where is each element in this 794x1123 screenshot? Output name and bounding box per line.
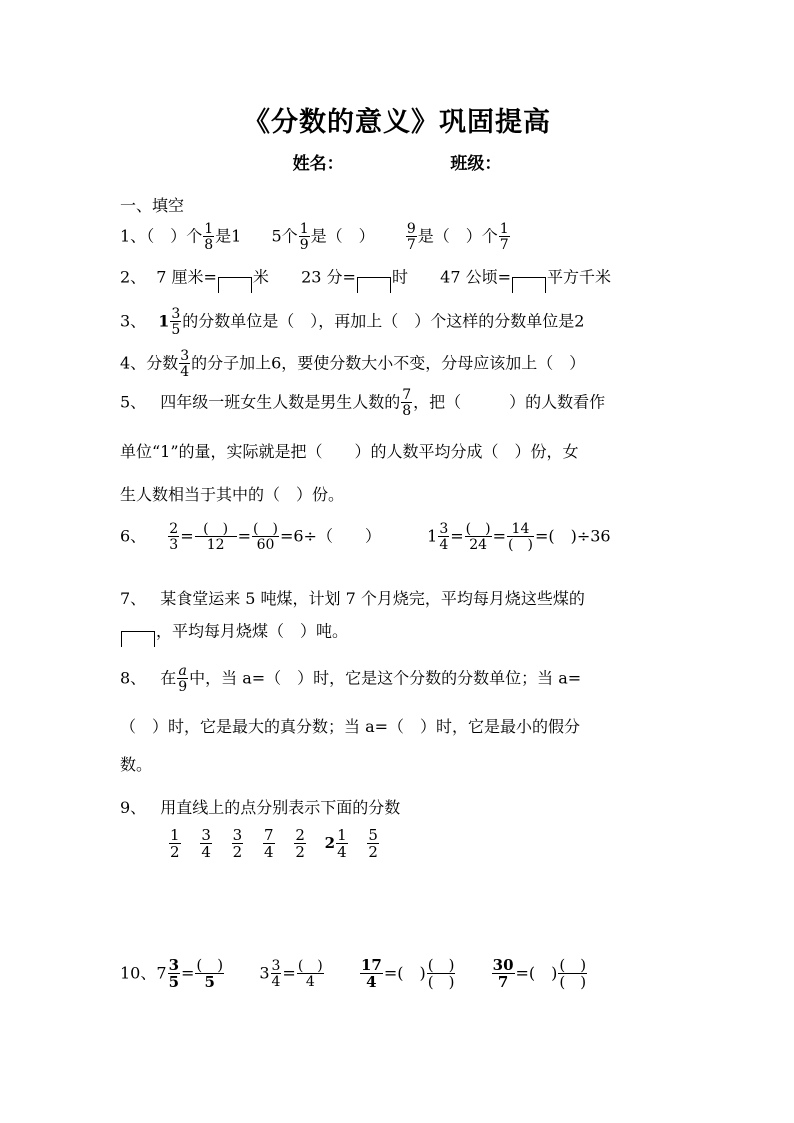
- question-7: 7、 某食堂运来 5 吨煤，计划 7 个月烧完，平均每月烧这些煤的: [120, 589, 585, 608]
- section-heading: 一、填空: [120, 196, 185, 215]
- class-label: 班级：: [450, 154, 502, 174]
- fraction: $\frac{30}{7}$: [492, 956, 514, 991]
- question-6: 6、 $\frac{2}{3}$ = $\frac{( )}{12}$ = $\frac{( )}{60}$ =6÷（ ） 1 $\frac{3}{4}$ = $\frac{( )}{24}$ = $\frac{14}{( )}$ =( )÷36: [120, 521, 611, 553]
- name-label: 姓名：: [292, 154, 344, 174]
- page-title: 《分数的意义》巩固提高: [243, 107, 551, 138]
- question-2: 2、 7 厘米= 米 23 分= 时 47 公顷= 平方千米: [120, 263, 611, 293]
- question-9: 9、 用直线上的点分别表示下面的分数: [120, 798, 401, 817]
- question-1: 1、（ ）个 $\frac{1}{8}$ 是1 5个 $\frac{1}{9}$ 是（ ） $\frac{9}{7}$ 是（ ）个 $\frac{1}{7}$: [120, 221, 509, 253]
- fraction: $\frac{3}{5}$: [171, 306, 181, 338]
- blank-fraction[interactable]: [512, 263, 546, 293]
- fraction-list: $\frac{1}{2}$ $\frac{3}{4}$ $\frac{3}{2}$ $\frac{7}{4}$ $\frac{2}{2}$ 2 $\frac{1}{4}$ $\frac{5}{2}$: [170, 826, 378, 861]
- question-5-line-3: 生人数相当于其中的（ ）份。: [120, 485, 345, 504]
- question-3: 3、 1 $\frac{3}{5}$ 的分数单位是（ ），再加上（ ）个这样的分数单位是2: [120, 306, 585, 338]
- question-4: 4、分数 $\frac{3}{4}$ 的分子加上6，要使分数大小不变，分母应该加上（ ）: [120, 348, 586, 380]
- fraction: $\frac{2}{2}$: [295, 826, 305, 861]
- question-10: 10、7 $\frac{3}{5}$ = $\frac{( )}{5}$ 3 $\frac{3}{4}$ = $\frac{( )}{4}$ $\frac{17}{4}$ =( ) $\frac{( )}{( )}$ $\frac{30}{7}$ =( ) $\frac{( )}{( )}$: [120, 956, 587, 991]
- blank-fraction[interactable]: $\frac{( )}{12}$: [195, 522, 237, 552]
- fraction: $\frac{3}{4}$: [439, 521, 449, 553]
- fraction: $\frac{7}{8}$: [402, 387, 412, 419]
- fraction: $\frac{9}{7}$: [406, 221, 416, 253]
- fraction: $\frac{3}{2}$: [232, 826, 243, 861]
- blank-fraction[interactable]: $\frac{( )}{4}$: [297, 958, 323, 990]
- question-7-line-2: ，平均每月烧煤（ ）吨。: [120, 617, 348, 647]
- question-8-line-2: （ ）时，它是最大的真分数；当 a=（ ）时，它是最小的假分: [120, 717, 581, 736]
- fraction: $\frac{1}{2}$: [170, 826, 180, 861]
- fraction: $\frac{7}{4}$: [263, 826, 274, 861]
- blank-fraction[interactable]: $\frac{( )}{24}$: [465, 521, 491, 553]
- blank-fraction[interactable]: $\frac{14}{( )}$: [508, 521, 533, 553]
- student-info: [0, 149, 794, 174]
- fraction: $\frac{1}{8}$: [204, 221, 214, 253]
- fraction: $\frac{3}{4}$: [271, 958, 281, 990]
- fraction: $\frac{3}{5}$: [168, 956, 179, 991]
- blank-fraction[interactable]: $\frac{( )}{( )}$: [427, 956, 455, 991]
- blank-fraction[interactable]: $\frac{( )}{( )}$: [559, 956, 587, 991]
- blank-fraction[interactable]: [218, 263, 252, 293]
- question-5-line-2: 单位“1”的量，实际就是把（ ）的人数平均分成（ ）份，女: [120, 442, 579, 461]
- blank-fraction[interactable]: $\frac{( )}{60}$: [253, 521, 278, 553]
- fraction: $\frac{3}{4}$: [201, 826, 211, 861]
- fraction: $\frac{1}{4}$: [337, 826, 347, 861]
- fraction: $\frac{5}{2}$: [368, 826, 378, 861]
- fraction: $\frac{a}{9}$: [178, 663, 188, 695]
- blank-fraction[interactable]: [121, 617, 155, 647]
- blank-fraction[interactable]: [357, 263, 391, 293]
- fraction: $\frac{1}{7}$: [499, 221, 509, 253]
- fraction: $\frac{3}{4}$: [180, 348, 190, 380]
- fraction: $\frac{1}{9}$: [299, 221, 309, 253]
- blank-fraction[interactable]: $\frac{( )}{5}$: [196, 956, 224, 991]
- fraction: $\frac{2}{3}$: [169, 521, 179, 553]
- fraction: $\frac{17}{4}$: [360, 956, 382, 991]
- question-5: 5、 四年级一班女生人数是男生人数的 $\frac{7}{8}$ ，把（ ）的人数看作: [120, 387, 606, 419]
- question-8: 8、 在 $\frac{a}{9}$ 中，当 a=（ ）时，它是这个分数的分数单位；当 a=: [120, 663, 582, 695]
- question-8-line-3: 数。: [120, 755, 153, 774]
